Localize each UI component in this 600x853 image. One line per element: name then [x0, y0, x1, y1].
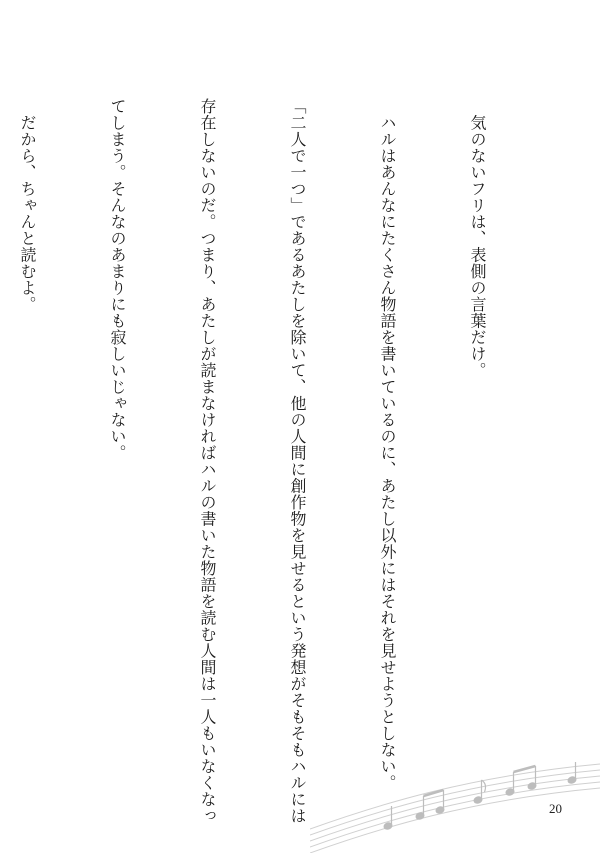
text-line: てしまう。そんなのあまりにも寂しいじゃない。: [108, 98, 127, 461]
vertical-text-body: [0, 98, 552, 824]
text-line: 「二人で一つ」であるあたしを除いて、他の人間に創作物を見せるという発想がそもそもハルには: [288, 98, 307, 824]
page-number: 20: [549, 801, 562, 816]
text-line: ハルはあんなにたくさん物語を書いているのに、あたし以外にはそれを見せようとしない。: [378, 98, 397, 791]
text-line: 気のないフリは、表側の言葉だけ。: [468, 98, 487, 379]
text-line: だから、ちゃんと読むよ。: [18, 98, 37, 313]
text-line: 存在しないのだ。つまり、あたしが読まなければハルの書いた物語を読む人間は一人もいなくなっ: [198, 98, 217, 824]
